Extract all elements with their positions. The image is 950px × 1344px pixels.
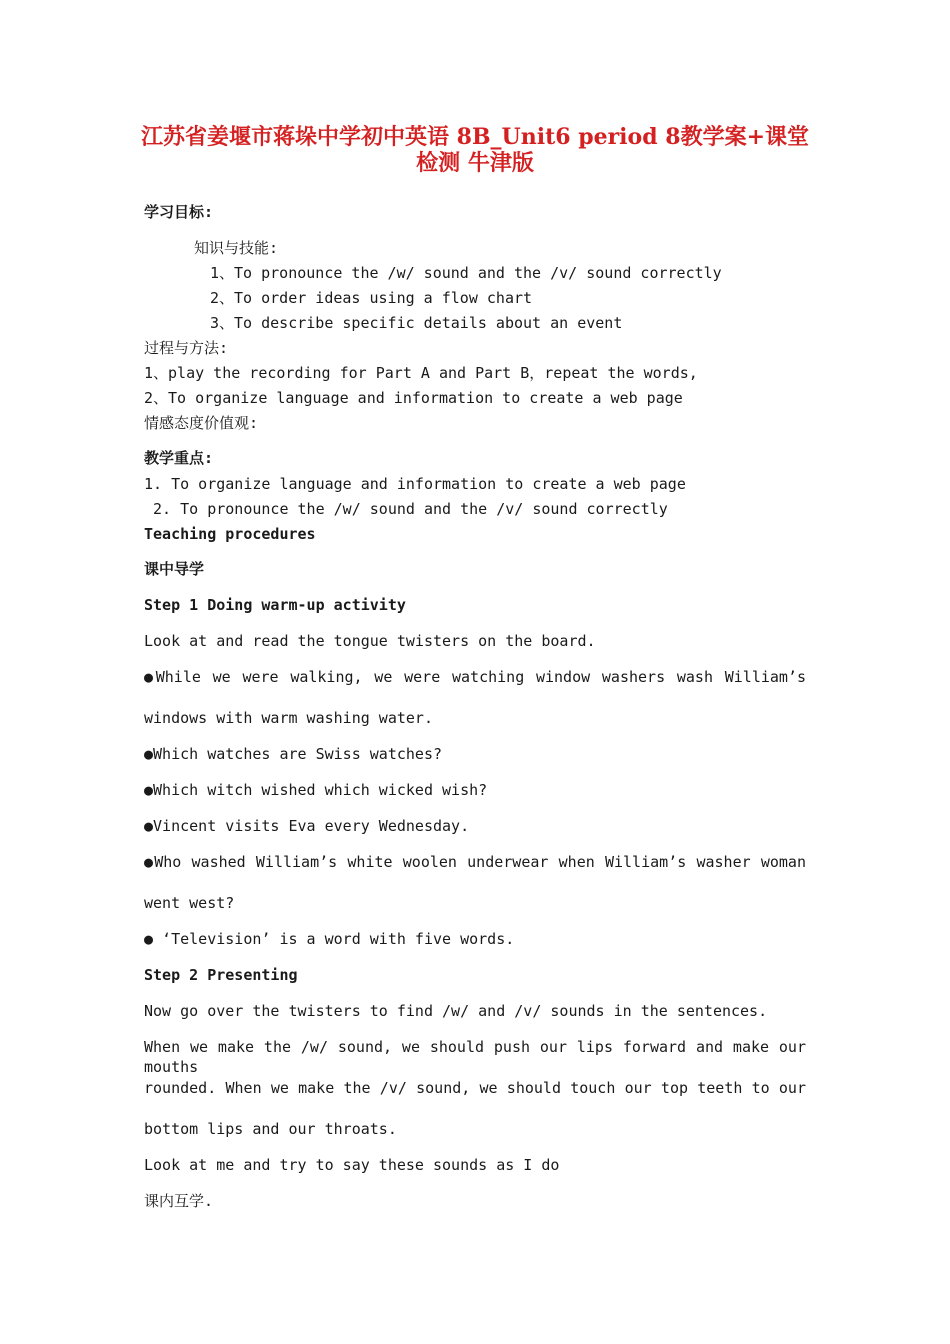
step1-heading: Step 1 Doing warm-up activity bbox=[144, 596, 406, 614]
knowledge-item: 1、To pronounce the /w/ sound and the /v/ sound correctly bbox=[210, 264, 722, 282]
tongue-twister: ●Which watches are Swiss watches? bbox=[144, 745, 443, 763]
tongue-twister: ●While we were walking, we were watching window washers wash William’s bbox=[144, 668, 806, 686]
step2-paragraph: When we make the /w/ sound, we should push our lips forward and make our mouths bbox=[144, 1038, 806, 1076]
inclass-label: 课内互学. bbox=[144, 1192, 214, 1210]
process-item: 2、To organize language and information to create a web page bbox=[144, 389, 683, 407]
step2-paragraph: bottom lips and our throats. bbox=[144, 1120, 397, 1138]
step2-paragraph: Look at me and try to say these sounds as I do bbox=[144, 1156, 560, 1174]
knowledge-label: 知识与技能: bbox=[194, 239, 279, 257]
tongue-twister-continued: went west? bbox=[144, 894, 235, 912]
step2-heading: Step 2 Presenting bbox=[144, 966, 298, 984]
tongue-twister: ●Who washed William’s white woolen underwear when William’s washer woman bbox=[144, 853, 806, 871]
guide-heading: 课中导学 bbox=[144, 560, 205, 578]
knowledge-item: 3、To describe specific details about an event bbox=[210, 314, 623, 332]
key-point-item: 2. To pronounce the /w/ sound and the /v/ sound correctly bbox=[144, 500, 668, 518]
attitude-label: 情感态度价值观: bbox=[144, 414, 259, 432]
key-points-heading: 教学重点: bbox=[144, 449, 214, 467]
tongue-twister: ● ‘Television’ is a word with five words. bbox=[144, 930, 515, 948]
document-title-line2: 检测 牛津版 bbox=[416, 150, 534, 176]
key-point-item: 1. To organize language and information to create a web page bbox=[144, 475, 686, 493]
tongue-twister-continued: windows with warm washing water. bbox=[144, 709, 433, 727]
step1-intro: Look at and read the tongue twisters on the board. bbox=[144, 632, 596, 650]
tongue-twister: ●Vincent visits Eva every Wednesday. bbox=[144, 817, 470, 835]
process-label: 过程与方法: bbox=[144, 339, 229, 357]
process-item: 1、play the recording for Part A and Part B，repeat the words, bbox=[144, 364, 698, 382]
tongue-twister: ●Which witch wished which wicked wish? bbox=[144, 781, 488, 799]
objectives-heading: 学习目标: bbox=[144, 203, 214, 221]
document-title-line1: 江苏省姜堰市蒋垛中学初中英语 8B_Unit6 period 8教学案+课堂 bbox=[140, 124, 809, 150]
step2-paragraph: Now go over the twisters to find /w/ and /v/ sounds in the sentences. bbox=[144, 1002, 768, 1020]
step2-paragraph: rounded. When we make the /v/ sound, we should touch our top teeth to our bbox=[144, 1079, 806, 1097]
knowledge-item: 2、To order ideas using a flow chart bbox=[210, 289, 533, 307]
procedures-heading: Teaching procedures bbox=[144, 525, 316, 543]
